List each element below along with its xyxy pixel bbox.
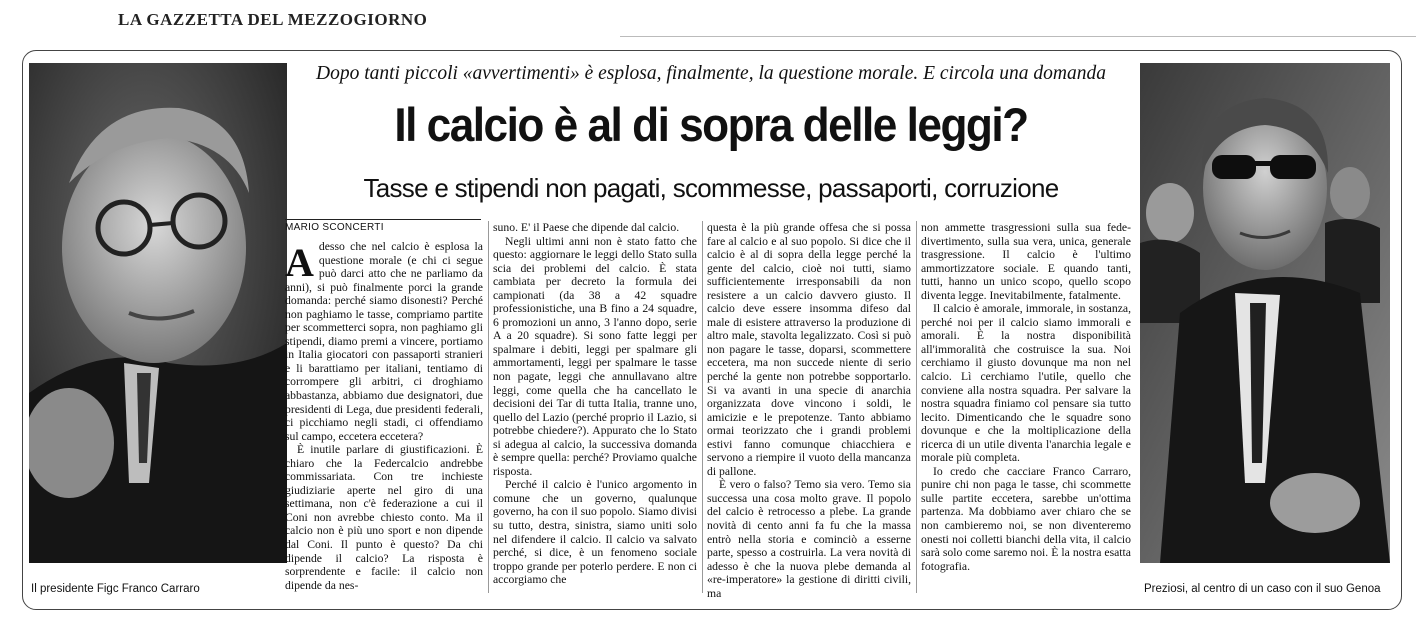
paragraph: suno. E' il Paese che dipende dal calcio.	[493, 221, 680, 234]
article-kicker: Dopo tanti piccoli «avvertimenti» è esplosa, finalmente, la questione morale. E circola una domanda	[316, 63, 1106, 84]
column-rule	[702, 221, 703, 593]
masthead-rule	[620, 36, 1416, 37]
paragraph: Perché il calcio è l'unico argomento in comune che un governo, qualunque governo, ha con il suo popolo. Siamo divisi su tutto, destra, sinistra, siamo uniti solo nel difendere il calcio. Il calcio va salvato perché, si dice, è un fenomeno sociale troppo grande per poterlo perdere. E non ci accorgiamo che	[493, 478, 697, 587]
photo-franco-carraro	[29, 63, 287, 563]
article-column-3	[707, 221, 911, 601]
article-subhead: Tasse e stipendi non pagati, scommesse, passaporti, corruzione	[363, 173, 1059, 203]
newspaper-masthead: LA GAZZETTA DEL MEZZOGIORNO	[118, 10, 428, 29]
caption-right: Preziosi, al centro di un caso con il suo Genoa	[1144, 583, 1381, 595]
drop-cap: A	[285, 240, 314, 285]
article-byline: MARIO SCONCERTI	[285, 219, 481, 233]
column-rule	[916, 221, 917, 593]
photo-preziosi	[1140, 63, 1390, 563]
paragraph: questa è la più grande offesa che si possa fare al calcio e al suo popolo. Si dice che il calcio è al di sopra della legge perché la gente del calcio, cioè noi tutti, siamo sufficientemente irresponsabili da non resistere a un calcio davvero giusto. Il calcio deve essere insomma difeso dal male di esistere attraverso la produzione di altro male, stavolta legalizzato. Così si può non pagare le tasse, doparsi, scommettere eccetera, ma non succede niente di serio perché la gente non potrebbe sopportarlo. Si va avanti in una specie di anarchia organizzata dove vincono i soldi, le amicizie e le prepotenze. Tanto abbiamo ormai teorizzato che i grandi problemi estivi fanno comunque chiacchiera e servono a riempire il vuoto della mancanza di pallone.	[707, 221, 911, 478]
column-rule	[488, 221, 489, 593]
caption-left: Il presidente Figc Franco Carraro	[31, 583, 200, 595]
paragraph: non ammette trasgressioni sulla sua fede-divertimento, sulla sua vera, unica, generale trasgressione. Il calcio è l'ultimo ammortizzatore sociale. E quando tanti, tutti, hanno un unico scopo, quello scopo diventa legge. Inevitabilmente, fatalmente.	[921, 221, 1131, 302]
article-column-2	[493, 221, 697, 601]
article-column-1	[285, 240, 483, 602]
paragraph: Io credo che cacciare Franco Carraro, punire chi non paga le tasse, chi scommette sulle partite eccetera, sarebbe un'ottima partenza. Ma dobbiamo aver chiaro che se non cambieremo noi, se non diventeremo onesti noi colletti bianchi della vita, il calcio sarà solo come saremo noi. È la nostra esatta fotografia.	[921, 464, 1131, 573]
paragraph: Il calcio è amorale, immorale, in sostanza, perché noi per il calcio siamo immorali e amorali. È la nostra disponibilità all'immoralità che costruisce la sua. Noi cerchiamo il giusto dovunque ma non nel calcio. Lì cerchiamo l'utile, quello che conviene alla nostra squadra. Per salvare la nostra squadra finiamo col pensare sia tutto lecito. Dimenticando che le squadre sono dovunque e che la moltiplicazione della ricerca di un utile diventa l'anarchia legale e morale più completa.	[921, 302, 1131, 465]
paragraph: Negli ultimi anni non è stato fatto che questo: aggiornare le leggi dello Stato sulla scia dei problemi del calcio. È stata cambiata per decreto la formula dei campionati (da 38 a 42 squadre professionistiche, una B fino a 24 squadre, 6 promozioni un anno, 3 l'anno dopo, serie A a 20 squadre). Si sono fatte leggi per spalmare i debiti, leggi per spalmare gli ammortamenti, leggi per spalmare le tasse non pagate, leggi che annullavano altre leggi, come quella che ha cancellato le decisioni dei Tar di tutta Italia, tranne uno, quello del Lazio (perché proprio il Lazio, si potrebbe chiedere?). Appurato che lo Stato si adegua al calcio, la successiva domanda è sempre quella: perché? Proviamo qualche risposta.	[493, 234, 697, 478]
article-column-4	[921, 221, 1131, 601]
article-headline: Il calcio è al di sopra delle leggi?	[394, 98, 1028, 151]
article-frame	[22, 50, 1402, 610]
paragraph: È vero o falso? Temo sia vero. Temo sia successa una cosa molto grave. Il popolo del calcio è retrocesso a plebe. La grande novità di cento anni fa fu che la massa entrò nella storia e cominciò a esserne parte, spesso a costruirla. La vera novità di adesso è che la nuova plebe demanda al «re-imperatore» la gestione di diritti civili, ma	[707, 478, 911, 600]
paragraph: È inutile parlare di giustificazioni. È chiaro che la Federcalcio andrebbe commissariata. Con tre inchieste giudiziarie aperte nel giro di una settimana, non c'è federazione a cui il Coni non avrebbe chiesto conto. Ma il calcio non è più uno sport e non dipende dal Coni. Il punto è questo? Da chi dipende il calcio? La risposta è sorprendente e facile: il calcio non dipende da nes-	[285, 443, 483, 592]
paragraph: Adesso che nel calcio è esplosa la questione morale (e chi ci segue può darci atto che ne parliamo da anni), si può finalmente porci la grande domanda: perché siamo disonesti? Perché non paghiamo le tasse, compriamo partite per scommetterci sopra, non paghiamo gli stipendi, diamo premi a vincere, portiamo in Italia giocatori con passaporti stranieri e li barattiamo per italiani, tentiamo di corrompere gli arbitri, ci droghiamo abbastanza, abbiamo due designatori, due presidenti di Lega, due presidenti federali, ci picchiamo negli stadi, ci offendiamo sul campo, eccetera eccetera?	[285, 240, 483, 443]
